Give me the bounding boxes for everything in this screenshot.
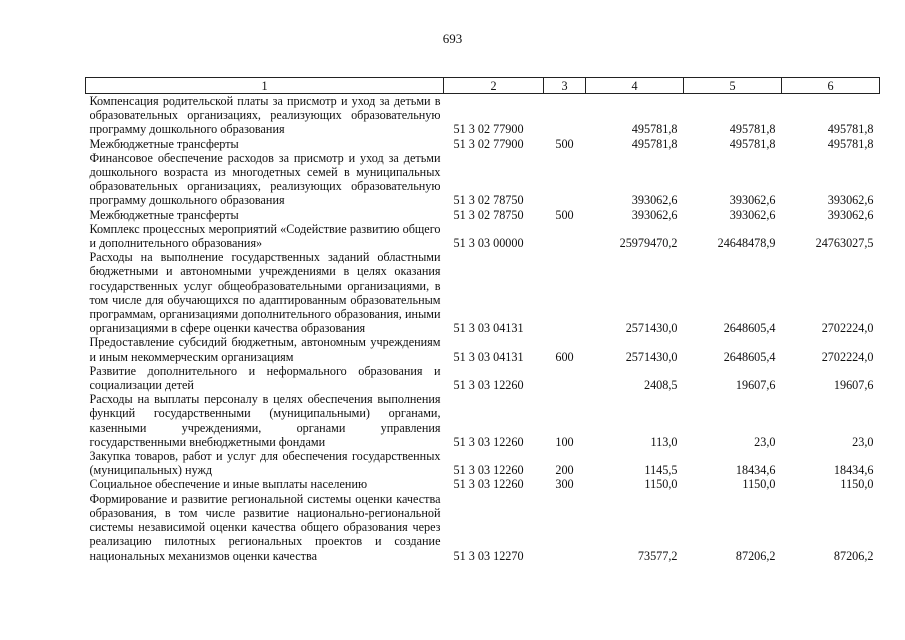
- column-header-1: 1: [86, 78, 444, 94]
- table-row: [86, 392, 880, 449]
- row-value-year-1: 2408,5: [643, 378, 678, 393]
- row-value-year-3: 24763027,5: [815, 236, 874, 251]
- row-value-year-3: 18434,6: [833, 463, 874, 478]
- row-value-year-1: 113,0: [650, 434, 678, 449]
- row-expense-type: [544, 94, 586, 137]
- column-header-row: [86, 78, 880, 94]
- row-value-year-2: 2648605,4: [723, 349, 776, 364]
- row-description: Финансовое обеспечение расходов за присмотр и уход за детьми дошкольного возраста из многодетных семей в муниципальных образовательных организациях, реализующих образовательную программу дошкольного образования: [89, 150, 441, 208]
- column-header-5: 5: [684, 78, 782, 94]
- column-header-2: 2: [444, 78, 544, 94]
- row-expense-type: [544, 151, 586, 208]
- row-value-year-3: 495781,8: [827, 136, 874, 151]
- row-expense-type: [544, 364, 586, 392]
- row-code: 51 3 03 12260: [453, 463, 524, 478]
- row-value-year-1: 73577,2: [637, 548, 678, 563]
- row-description: Развитие дополнительного и неформального образования и социализации детей: [89, 363, 441, 393]
- row-value-year-1: 2571430,0: [625, 321, 678, 336]
- table-row: [86, 208, 880, 222]
- row-code: 51 3 03 04131: [453, 349, 524, 364]
- row-value-year-2: 393062,6: [729, 207, 776, 222]
- row-description: Социальное обеспечение и иные выплаты населению: [89, 477, 368, 492]
- table-row: [86, 477, 880, 491]
- row-description: Расходы на выполнение государственных заданий областными бюджетными и автономными учреждениями в целях оказания государственных услуг общеобразовательными организациями, в том числе для обучающихся по адаптированным образовательным программам, организациями дополнительного образования, иными организациями в сфере оценки качества образования: [89, 250, 441, 336]
- row-value-year-2: 495781,8: [729, 136, 776, 151]
- row-value-year-3: 2702224,0: [821, 321, 874, 336]
- row-value-year-3: 1150,0: [840, 477, 874, 492]
- row-code: 51 3 03 12260: [453, 434, 524, 449]
- table-row: [86, 335, 880, 363]
- row-expense-type: 500: [555, 136, 574, 151]
- row-value-year-1: 495781,8: [631, 122, 678, 137]
- row-expense-type: 200: [555, 463, 574, 478]
- row-value-year-3: 393062,6: [827, 207, 874, 222]
- row-value-year-3: 19607,6: [833, 378, 874, 393]
- row-value-year-1: 2571430,0: [625, 349, 678, 364]
- row-description: Закупка товаров, работ и услуг для обеспечения государственных (муниципальных) нужд: [89, 449, 441, 478]
- row-value-year-3: 495781,8: [827, 122, 874, 137]
- row-code: 51 3 03 04131: [453, 321, 524, 336]
- row-expense-type: 500: [555, 207, 574, 222]
- row-description: Предоставление субсидий бюджетным, автономным учреждениям и иным некоммерческим организациям: [89, 335, 441, 364]
- column-header-4: 4: [586, 78, 684, 94]
- row-value-year-3: 23,0: [852, 434, 874, 449]
- row-expense-type: 300: [555, 477, 574, 492]
- column-header-3: 3: [544, 78, 586, 94]
- table-row: [86, 151, 880, 208]
- row-code: 51 3 03 00000: [453, 236, 524, 251]
- column-header-6: 6: [782, 78, 880, 94]
- row-code: 51 3 03 12260: [453, 378, 524, 393]
- row-value-year-1: 1145,5: [644, 463, 678, 478]
- row-description: Комплекс процессных мероприятий «Содействие развитию общего и дополнительного образования»: [89, 221, 441, 251]
- row-value-year-1: 393062,6: [631, 193, 678, 208]
- table-row: [86, 250, 880, 335]
- row-code: 51 3 02 77900: [453, 122, 524, 137]
- table-row: [86, 94, 880, 137]
- row-value-year-2: 2648605,4: [723, 321, 776, 336]
- row-value-year-2: 24648478,9: [717, 236, 776, 251]
- row-value-year-2: 18434,6: [735, 463, 776, 478]
- page-number: 693: [442, 31, 463, 46]
- table-row: [86, 492, 880, 563]
- row-expense-type: [544, 492, 586, 563]
- row-value-year-2: 393062,6: [729, 193, 776, 208]
- row-code: 51 3 03 12260: [453, 477, 524, 492]
- row-code: 51 3 02 78750: [453, 193, 524, 208]
- row-code: 51 3 03 12270: [453, 548, 524, 563]
- row-description: Межбюджетные трансферты: [89, 207, 239, 222]
- row-value-year-1: 1150,0: [644, 477, 678, 492]
- row-value-year-2: 87206,2: [735, 548, 776, 563]
- row-code: 51 3 02 77900: [453, 136, 524, 151]
- row-code: 51 3 02 78750: [453, 207, 524, 222]
- row-expense-type: 600: [555, 349, 574, 364]
- table-row: [86, 222, 880, 250]
- row-value-year-1: 25979470,2: [619, 236, 678, 251]
- row-value-year-2: 19607,6: [735, 378, 776, 393]
- table-row: [86, 137, 880, 151]
- budget-table: [85, 77, 880, 563]
- row-description: Формирование и развитие региональной системы оценки качества образования, в том числе развитие национально-региональной системы независимой оценки качества общего образования через реализацию пилотных региональных проектов и создание национальных механизмов оценки качества: [89, 491, 441, 563]
- row-description: Расходы на выплаты персоналу в целях обеспечения выполнения функций государственными (муниципальными) органами, казенными учреждениями, органами управления государственными внебюджетными фондами: [89, 392, 441, 449]
- row-value-year-1: 495781,8: [631, 136, 678, 151]
- row-value-year-2: 1150,0: [742, 477, 776, 492]
- table-row: [86, 449, 880, 477]
- row-value-year-2: 23,0: [754, 434, 776, 449]
- row-value-year-1: 393062,6: [631, 207, 678, 222]
- row-expense-type: [544, 250, 586, 335]
- row-value-year-3: 87206,2: [833, 548, 874, 563]
- row-value-year-3: 2702224,0: [821, 349, 874, 364]
- row-description: Компенсация родительской платы за присмотр и уход за детьми в образовательных организациях, реализующих образовательную программу дошкольного образования: [89, 94, 441, 137]
- row-expense-type: [544, 222, 586, 250]
- row-value-year-3: 393062,6: [827, 193, 874, 208]
- row-value-year-2: 495781,8: [729, 122, 776, 137]
- table-row: [86, 364, 880, 392]
- row-description: Межбюджетные трансферты: [89, 136, 239, 151]
- row-expense-type: 100: [555, 434, 574, 449]
